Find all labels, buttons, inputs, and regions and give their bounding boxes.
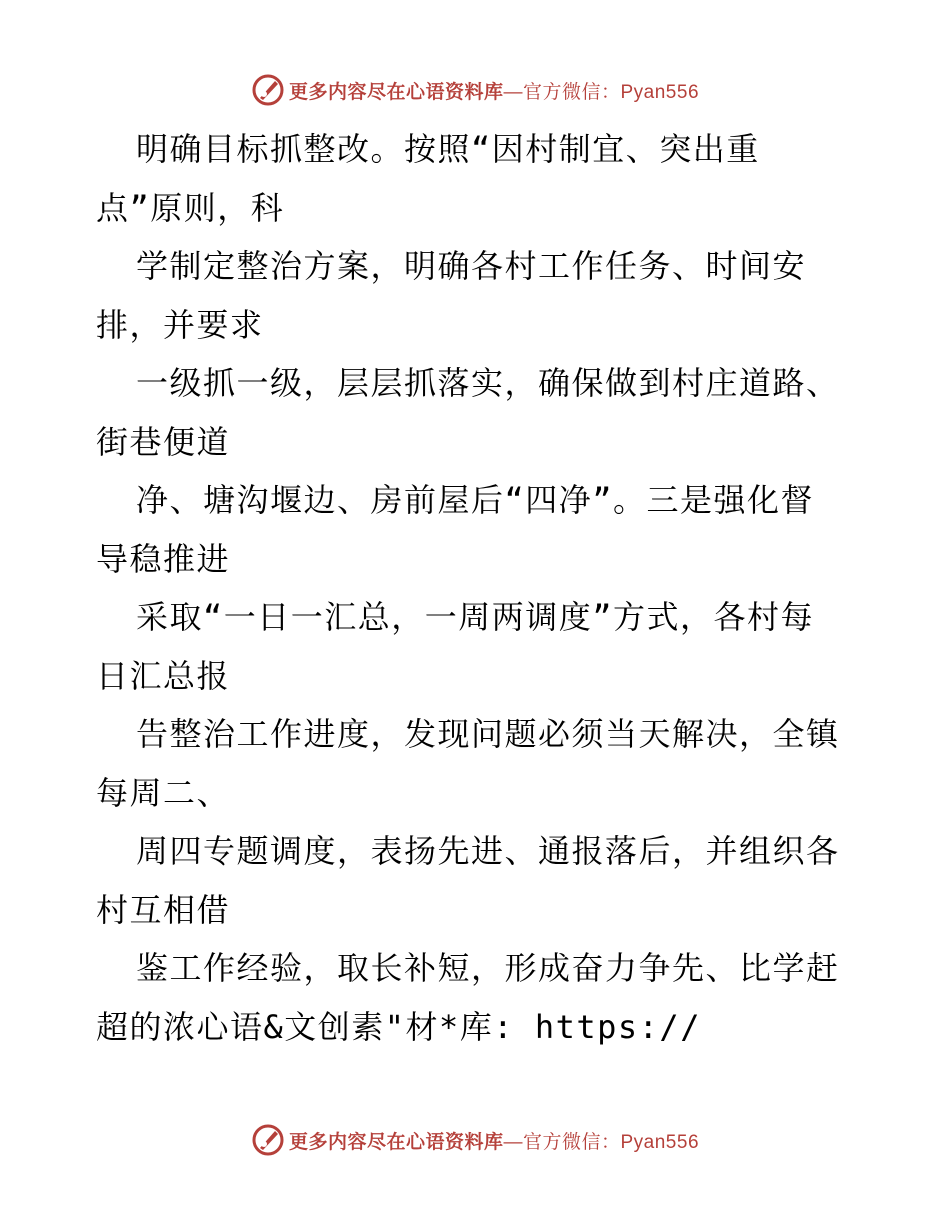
footer-banner-rest: —官方微信：Pyan556	[503, 1131, 700, 1153]
body-line: 告整治工作进度，发现问题必须当天解决，全镇	[136, 715, 840, 753]
body-line: 鉴工作经验，取长补短，形成奋力争先、比学赶	[136, 949, 840, 987]
body-line: 采取“一日一汇总，一周两调度”方式，各村每	[136, 598, 815, 636]
header-banner-bold: 更多内容尽在心语资料库	[288, 80, 504, 103]
body-line: 街巷便道	[96, 422, 231, 461]
body-line: 村互相借	[96, 890, 231, 929]
header-banner-text	[289, 77, 699, 104]
header-banner	[0, 70, 950, 110]
body-line: 每周二、	[96, 773, 231, 812]
quill-logo-icon	[251, 73, 285, 107]
body-line: 导稳推进	[96, 539, 231, 578]
footer-banner	[0, 1120, 950, 1160]
body-line: 排，并要求	[96, 305, 264, 344]
footer-banner-bold: 更多内容尽在心语资料库	[288, 1130, 504, 1153]
quill-logo-icon	[251, 1123, 285, 1157]
body-line: 超的浓心语&文创素"材*库: https://	[96, 1007, 701, 1046]
body-line: 一级抓一级，层层抓落实，确保做到村庄道路、	[136, 364, 840, 402]
body-line: 点”原则，科	[96, 188, 285, 227]
body-line: 学制定整治方案，明确各村工作任务、时间安	[136, 247, 807, 285]
body-line: 日汇总报	[96, 656, 231, 695]
body-line: 明确目标抓整改。按照“因村制宜、突出重	[136, 130, 760, 168]
body-line: 周四专题调度，表扬先进、通报落后，并组织各	[136, 832, 840, 870]
document-body	[96, 120, 856, 1056]
header-banner-rest: —官方微信：Pyan556	[503, 81, 700, 103]
footer-banner-text	[289, 1127, 699, 1154]
body-line: 净、塘沟堰边、房前屋后“四净”。三是强化督	[136, 481, 815, 519]
